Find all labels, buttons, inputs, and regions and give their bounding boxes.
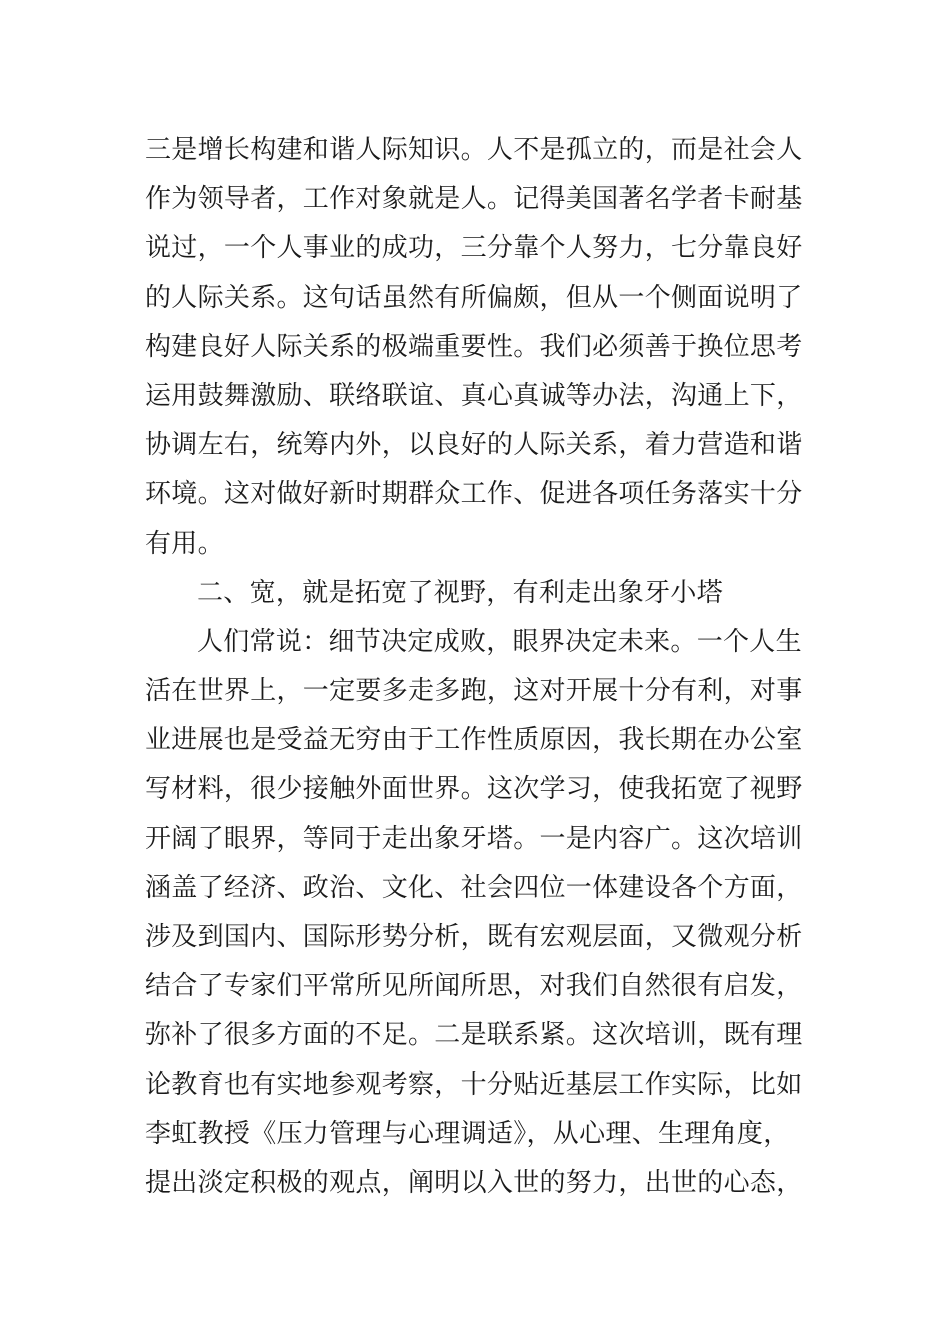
paragraph-line: 论教育也有实地参观考察，十分贴近基层工作实际，比如 bbox=[145, 1069, 803, 1100]
paragraph-line: 协调左右，统筹内外，以良好的人际关系，着力营造和谐 bbox=[145, 430, 803, 461]
paragraph-line: 环境。这对做好新时期群众工作、促进各项任务落实十分 bbox=[145, 479, 803, 510]
paragraph-line: 作为领导者，工作对象就是人。记得美国著名学者卡耐基 bbox=[145, 184, 803, 215]
paragraph-line: 有用。 bbox=[145, 528, 224, 559]
paragraph-line: 活在世界上，一定要多走多跑，这对开展十分有利，对事 bbox=[145, 676, 803, 707]
document-body bbox=[145, 126, 815, 1208]
paragraph-line: 业进展也是受益无穷由于工作性质原因，我长期在办公室 bbox=[145, 725, 803, 756]
paragraph-line: 三是增长构建和谐人际知识。人不是孤立的，而是社会人 bbox=[145, 135, 803, 165]
paragraph-line: 开阔了眼界，等同于走出象牙塔。一是内容广。这次培训 bbox=[145, 823, 803, 854]
paragraph-line: 说过，一个人事业的成功，三分靠个人努力，七分靠良好 bbox=[145, 233, 803, 264]
section-heading: 二、宽，就是拓宽了视野，有利走出象牙小塔 bbox=[197, 577, 724, 608]
paragraph-line: 弥补了很多方面的不足。二是联系紧。这次培训，既有理 bbox=[145, 1020, 803, 1051]
paragraph-line: 构建良好人际关系的极端重要性。我们必须善于换位思考 bbox=[145, 331, 803, 362]
paragraph-line: 提出淡定积极的观点，阐明以入世的努力，出世的心态， bbox=[145, 1167, 803, 1198]
paragraph-line: 写材料，很少接触外面世界。这次学习，使我拓宽了视野 bbox=[145, 774, 803, 805]
paragraph-line: 运用鼓舞激励、联络联谊、真心真诚等办法，沟通上下， bbox=[145, 380, 803, 411]
paragraph-line: 人们常说：细节决定成败，眼界决定未来。一个人生 bbox=[197, 626, 802, 657]
paragraph-line: 李虹教授《压力管理与心理调适》，从心理、生理角度， bbox=[145, 1118, 790, 1149]
paragraph-line: 结合了专家们平常所见所闻所思，对我们自然很有启发， bbox=[145, 971, 803, 1002]
paragraph-line: 涵盖了经济、政治、文化、社会四位一体建设各个方面， bbox=[145, 872, 803, 903]
paragraph-line: 涉及到国内、国际形势分析，既有宏观层面，又微观分析 bbox=[145, 922, 803, 952]
paragraph-line: 的人际关系。这句话虽然有所偏颇，但从一个侧面说明了 bbox=[145, 282, 803, 313]
